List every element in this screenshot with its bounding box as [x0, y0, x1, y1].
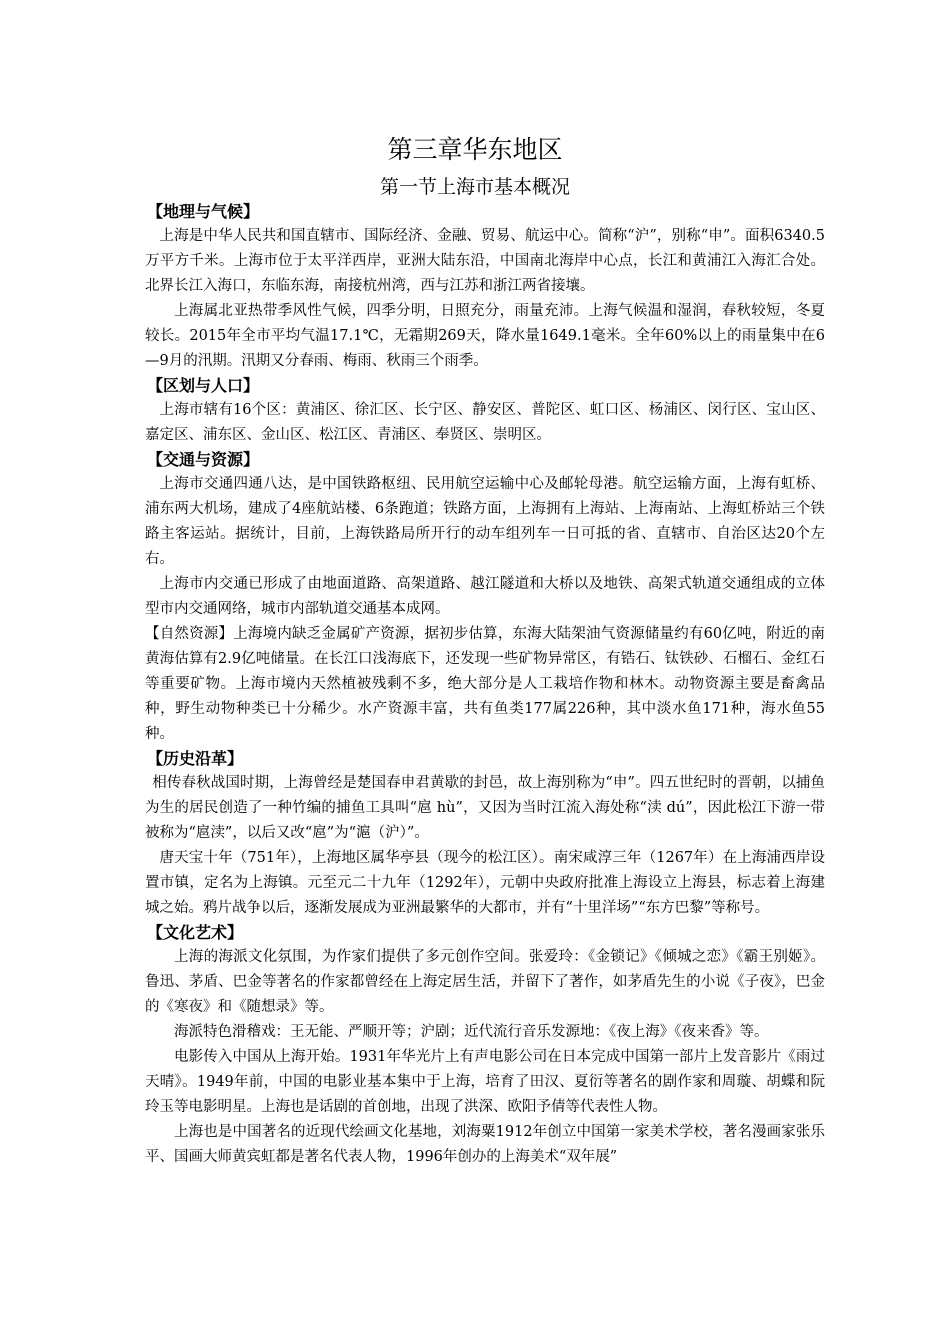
heading-geography: 【地理与气候】	[147, 202, 260, 221]
paragraph-culture-3: 电影传入中国从上海开始。1931年华光片上有声电影公司在日本完成中国第一部片上发音影片《雨过天晴》。1949年前，中国的电影业基本集中于上海，培育了田汉、夏衍等著名的剧作家和周璇、胡蝶和阮玲玉等电影明星。上海也是话剧的首创地，出现了洪深、欧阳予倩等代表性人物。	[145, 1049, 825, 1115]
paragraph-culture-4: 上海也是中国著名的近现代绘画文化基地，刘海粟1912年创立中国第一家美术学校，著名漫画家张乐平、国画大师黄宾虹都是著名代表人物，1996年创办的上海美术“双年展”	[145, 1124, 825, 1165]
paragraph-culture-1: 上海的海派文化氛围，为作家们提供了多元创作空间。张爱玲：《金锁记》《倾城之恋》《霸王别姬》。鲁迅、茅盾、巴金等著名的作家都曾经在上海定居生活，并留下了著作，如茅盾先生的小说《子夜》，巴金的《寒夜》和《随想录》等。	[145, 949, 825, 1015]
paragraph-admin-1: 上海市辖有16个区：黄浦区、徐汇区、长宁区、静安区、普陀区、虹口区、杨浦区、闵行区、宝山区、嘉定区、浦东区、金山区、松江区、青浦区、奉贤区、崇明区。	[145, 402, 825, 443]
heading-administration: 【区划与人口】	[147, 376, 260, 395]
document-body	[145, 200, 825, 1170]
paragraph-traffic-1: 上海市交通四通八达，是中国铁路枢纽、民用航空运输中心及邮轮母港。航空运输方面，上海有虹桥、浦东两大机场，建成了4座航站楼、6条跑道；铁路方面，上海拥有上海站、上海南站、上海虹桥站三个铁路主客运站。据统计，目前，上海铁路局所开行的动车组列车一日可抵的省、直辖市、自治区达20个左右。	[145, 476, 825, 567]
paragraph-resources	[145, 622, 825, 747]
heading-culture: 【文化艺术】	[147, 923, 244, 942]
heading-history: 【历史沿革】	[147, 749, 244, 768]
paragraph-traffic-2: 上海市内交通已形成了由地面道路、高架道路、越江隧道和大桥以及地铁、高架式轨道交通组成的立体型市内交通网络，城市内部轨道交通基本成网。	[145, 576, 825, 617]
paragraph-history-2: 唐天宝十年（751年），上海地区属华亭县（现今的松江区）。南宋咸淳三年（1267年）在上海浦西岸设置市镇，定名为上海镇。元至元二十九年（1292年），元朝中央政府批准上海设立上海县，标志着上海建城之始。鸦片战争以后，逐渐发展成为亚洲最繁华的大都市，并有“十里洋场”“东方巴黎”等称号。	[145, 850, 825, 916]
chapter-title: 第三章华东地区	[387, 135, 563, 164]
paragraph-culture-2: 海派特色滑稽戏：王无能、严顺开等；沪剧；近代流行音乐发源地：《夜上海》《夜来香》等。	[174, 1024, 769, 1040]
paragraph-geo-2: 上海属北亚热带季风性气候，四季分明，日照充分，雨量充沛。上海气候温和湿润，春秋较短，冬夏较长。2015年全市平均气温17.1℃，无霜期269天，降水量1649.1毫米。全年60%以上的雨量集中在6—9月的汛期。汛期又分春雨、梅雨、秋雨三个雨季。	[145, 303, 825, 369]
paragraph-history-1: 相传春秋战国时期，上海曾经是楚国春申君黄歇的封邑，故上海别称为“申”。四五世纪时的晋朝，以捕鱼为生的居民创造了一种竹编的捕鱼工具叫“扈 hù”，又因为当时江流入海处称“渎 dú”，因此松江下游一带被称为“扈渎”，以后又改“扈”为“滬（沪）”。	[145, 775, 825, 841]
heading-traffic: 【交通与资源】	[147, 450, 260, 469]
paragraph-geo-1: 上海是中华人民共和国直辖市、国际经济、金融、贸易、航运中心。简称“沪”，别称“申”。面积6340.5万平方千米。上海市位于太平洋西岸，亚洲大陆东沿，中国南北海岸中心点，长江和黄浦江入海汇合处。北界长江入海口，东临东海，南接杭州湾，西与江苏和浙江两省接壤。	[145, 228, 825, 294]
resources-label: 【自然资源】	[145, 626, 234, 642]
section-title: 第一节上海市基本概况	[379, 176, 570, 198]
resources-text: 上海境内缺乏金属矿产资源，据初步估算，东海大陆架油气资源储量约有60亿吨，附近的南黄海估算有2.9亿吨储量。在长江口浅海底下，还发现一些矿物异常区，有锆石、钛铁砂、石榴石、金红石等重要矿物。上海市境内天然植被残剩不多，绝大部分是人工栽培作物和林木。动物资源主要是畜禽品种，野生动物种类已十分稀少。水产资源丰富，共有鱼类177属226种，其中淡水鱼171种，海水鱼55种。	[145, 626, 826, 742]
